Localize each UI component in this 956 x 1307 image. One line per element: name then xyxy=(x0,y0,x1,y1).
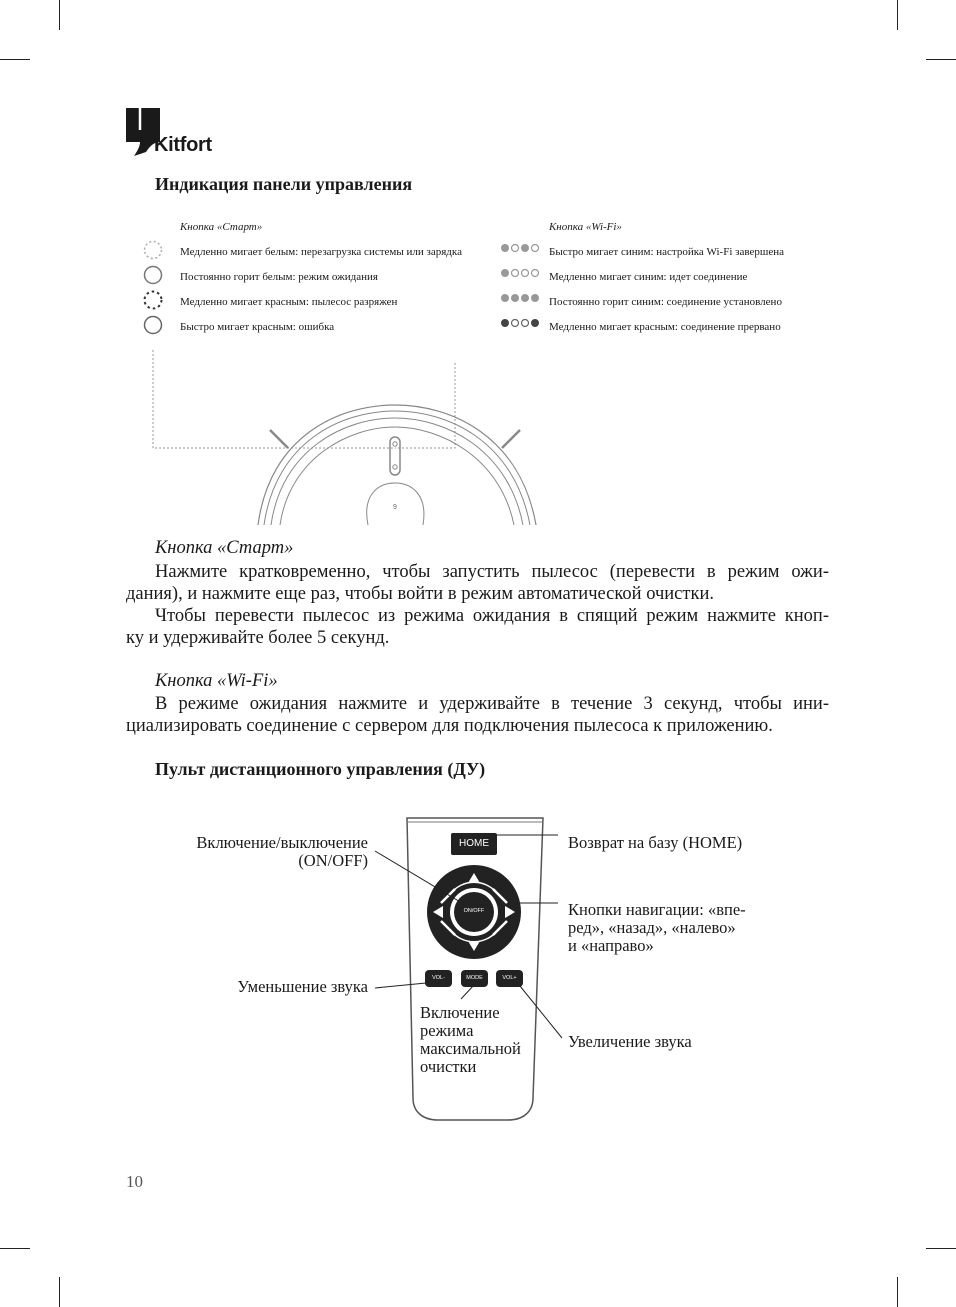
wifi-item: Медленно мигает синим: идет соединение xyxy=(549,271,748,283)
wifi-item: Быстро мигает синим: настройка Wi-Fi завершена xyxy=(549,246,785,258)
svg-text:9: 9 xyxy=(393,504,397,511)
vol-minus-button-label: VOL- xyxy=(432,975,445,981)
crop-mark xyxy=(926,59,956,60)
callout-line: очистки xyxy=(420,1057,477,1076)
onoff-button-label: ON/OFF xyxy=(463,908,485,914)
vol-down-callout: Уменьшение звука xyxy=(237,977,368,996)
home-callout: Возврат на базу (HOME) xyxy=(568,833,743,852)
brand-logo xyxy=(126,108,266,156)
remote-section-title: Пульт дистанционного управления (ДУ) xyxy=(155,759,486,779)
crop-mark xyxy=(59,0,60,30)
start-button-paragraph xyxy=(126,561,829,649)
callout-line: Кнопки навигации: «впе- xyxy=(568,900,746,919)
crop-mark xyxy=(0,1248,30,1249)
wifi-item: Постоянно горит синим: соединение установлено xyxy=(549,296,782,308)
callout-line: (ON/OFF) xyxy=(298,851,368,870)
led-steady-white-icon xyxy=(143,265,163,285)
vol-plus-button-label: VOL+ xyxy=(502,975,517,981)
wifi-button-heading: Кнопка «Wi-Fi» xyxy=(155,671,278,691)
wifi-button-paragraph xyxy=(126,693,829,737)
page-number: 10 xyxy=(126,1172,143,1191)
nav-callout xyxy=(568,901,746,955)
wifi-dots-icon xyxy=(500,242,542,254)
brand-name: Kitfort xyxy=(154,134,212,156)
robot-top-illustration xyxy=(140,345,560,525)
callout-line: Включение/выключение xyxy=(196,833,368,852)
led-fast-red-icon xyxy=(143,315,163,335)
start-column-heading: Кнопка «Старт» xyxy=(180,221,263,233)
paragraph-line: дания), и нажмите еще раз, чтобы войти в режим автоматической очистки. xyxy=(126,584,714,604)
callout-line: ред», «назад», «налево» xyxy=(568,918,736,937)
paragraph-line: В режиме ожидания нажмите и удерживайте в течение 3 секунд, чтобы ини- xyxy=(155,694,829,714)
max-clean-callout xyxy=(420,1004,521,1076)
start-item: Медленно мигает красным: пылесос разряжен xyxy=(180,296,398,308)
led-blink-red-icon xyxy=(143,290,163,310)
crop-mark xyxy=(926,1248,956,1249)
wifi-dots-icon xyxy=(500,267,542,279)
paragraph-line: Чтобы перевести пылесос из режима ожидания в спящий режим нажмите кноп- xyxy=(155,606,829,626)
crop-mark xyxy=(897,1277,898,1307)
home-button-label: HOME xyxy=(459,838,489,849)
onoff-callout xyxy=(168,834,368,870)
crop-mark xyxy=(0,59,30,60)
indicator-section-title: Индикация панели управления xyxy=(155,174,413,194)
callout-line: и «направо» xyxy=(568,936,654,955)
crop-mark xyxy=(59,1277,60,1307)
wifi-dots-icon xyxy=(500,317,542,329)
wifi-dots-icon xyxy=(500,292,542,304)
paragraph-line: Нажмите кратковременно, чтобы запустить пылесос (перевести в режим ожи- xyxy=(155,562,829,582)
wifi-column-heading: Кнопка «Wi-Fi» xyxy=(549,221,622,233)
crop-mark xyxy=(897,0,898,30)
callout-line: максимальной xyxy=(420,1039,521,1058)
start-item: Постоянно горит белым: режим ожидания xyxy=(180,271,378,283)
start-button-heading: Кнопка «Старт» xyxy=(155,538,294,558)
mode-button-label: MODE xyxy=(466,975,483,981)
wifi-item: Медленно мигает красным: соединение прервано xyxy=(549,321,781,333)
led-blink-white-icon xyxy=(143,240,163,260)
paragraph-line: циализировать соединение с сервером для подключения пылесоса к приложению. xyxy=(126,716,773,736)
callout-line: Включение xyxy=(420,1003,500,1022)
start-item: Медленно мигает белым: перезагрузка системы или зарядка xyxy=(180,246,462,258)
callout-line: режима xyxy=(420,1021,474,1040)
vol-up-callout: Увеличение звука xyxy=(568,1032,692,1051)
start-item: Быстро мигает красным: ошибка xyxy=(180,321,335,333)
paragraph-line: ку и удерживайте более 5 секунд. xyxy=(126,628,390,648)
